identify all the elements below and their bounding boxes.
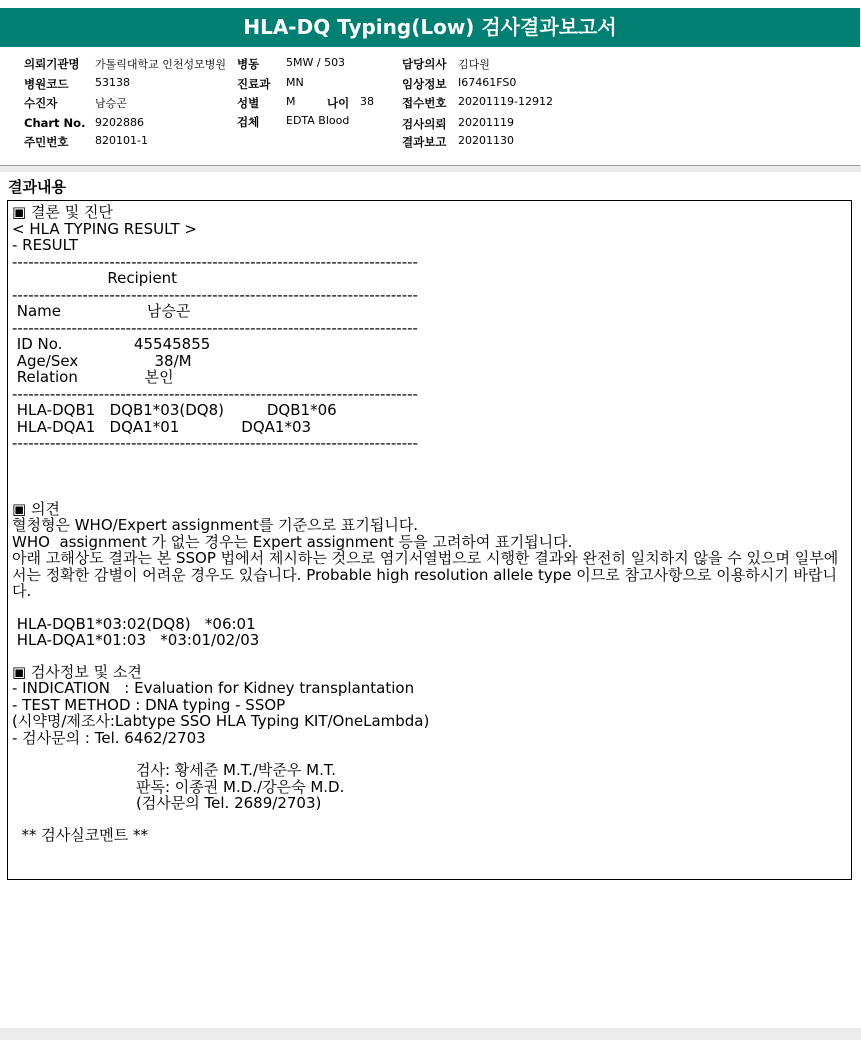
- test-request-value: 20201119: [458, 116, 514, 129]
- requesting-institution-label: 의뢰기관명: [24, 57, 80, 71]
- patient-info-panel: [0, 47, 860, 166]
- separator-band: [0, 166, 861, 172]
- sex-label: 성별: [237, 96, 260, 110]
- chart-no-value: 9202886: [95, 116, 144, 129]
- indication-line: - INDICATION : Evaluation for Kidney transplantation: [12, 679, 415, 697]
- divider-line: ---------------------------------------------------------------------------: [12, 285, 418, 304]
- age-value: 38: [360, 95, 374, 108]
- divider-line: ---------------------------------------------------------------------------: [12, 318, 418, 337]
- specimen-label: 검체: [237, 115, 260, 129]
- conclusion-heading: ▣ 결론 및 진단: [12, 203, 113, 221]
- high-res-dqa1: HLA-DQA1*01:03 *03:01/02/03: [12, 631, 260, 649]
- id-row: ID No. 45545855: [12, 335, 211, 353]
- section-title: 결과내용: [8, 178, 66, 196]
- result-report-label: 결과보고: [402, 135, 447, 149]
- divider-line: ---------------------------------------------------------------------------: [12, 384, 418, 403]
- report-body: [12, 204, 847, 843]
- bottom-band: [0, 1028, 861, 1040]
- resident-no-value: 820101-1: [95, 134, 148, 147]
- read-by-line: 판독: 이종권 M.D./강은숙 M.D.: [12, 777, 345, 796]
- hospital-code-value: 53138: [95, 76, 130, 89]
- inquiry-line: - 검사문의 : Tel. 6462/2703: [12, 728, 206, 747]
- dqb1-row: HLA-DQB1 DQB1*03(DQ8) DQB1*06: [12, 401, 337, 419]
- ward-value: 5MW / 503: [286, 56, 346, 69]
- ward-label: 병동: [237, 57, 260, 71]
- department-value: MN: [286, 76, 304, 89]
- opinion-line-2: WHO assignment 가 없는 경우는 Expert assignment 등을 고려하여 표기됩니다.: [12, 532, 573, 551]
- spacer: [12, 452, 847, 501]
- requesting-institution-value: 가톨릭대학교 인천성모병원: [95, 58, 227, 71]
- department-label: 진료과: [237, 77, 271, 91]
- opinion-paragraph: 아래 고해상도 결과는 본 SSOP 법에서 제시하는 것으로 염기서열법으로 시행한 결과와 완전히 일치하지 않을 수 있으며 일부에서는 정확한 감별이 어려운 경우도 있습니다. Probable high resolution allele type 이므로 참고사항으로 이용하시기 바랍니다.: [12, 549, 839, 600]
- patient-label: 수진자: [24, 96, 58, 110]
- high-res-dqb1: HLA-DQB1*03:02(DQ8) *06:01: [12, 614, 256, 633]
- contact-line: (검사문의 Tel. 2689/2703): [12, 794, 322, 812]
- dqa1-row: HLA-DQA1 DQA1*01 DQA1*03: [12, 417, 312, 436]
- opinion-line-1: 혈청형은 WHO/Expert assignment를 기준으로 표기됩니다.: [12, 516, 419, 534]
- opinion-heading: ▣ 의견: [12, 499, 60, 518]
- spacer: [12, 649, 847, 664]
- recipient-header: Recipient: [12, 269, 178, 287]
- doctor-label: 담당의사: [402, 57, 447, 71]
- result-report-value: 20201130: [458, 134, 514, 147]
- hospital-code-label: 병원코드: [24, 77, 69, 91]
- sex-value: M: [286, 95, 296, 108]
- divider-line: ---------------------------------------------------------------------------: [12, 252, 418, 271]
- report-title: HLA-DQ Typing(Low) 검사결과보고서: [0, 8, 860, 47]
- receipt-no-label: 접수번호: [402, 96, 447, 110]
- clinical-info-value: I67461FS0: [458, 76, 517, 89]
- spacer: [12, 600, 847, 616]
- specimen-value: EDTA Blood: [286, 114, 350, 127]
- test-info-heading: ▣ 검사정보 및 소견: [12, 662, 142, 681]
- receipt-no-value: 20201119-12912: [458, 95, 553, 108]
- test-method-line: - TEST METHOD : DNA typing - SSOP: [12, 695, 286, 714]
- clinical-info-label: 임상정보: [402, 77, 447, 91]
- resident-no-label: 주민번호: [24, 135, 69, 149]
- chart-no-label: Chart No.: [24, 116, 86, 130]
- reagent-line: (시약명/제조사:Labtype SSO HLA Typing KIT/OneLambda): [12, 712, 430, 730]
- relation-row: Relation 본인: [12, 368, 174, 386]
- age-label: 나이: [327, 96, 350, 110]
- test-request-label: 검사의뢰: [402, 117, 447, 131]
- doctor-value: 김다원: [458, 58, 490, 71]
- tested-by-line: 검사: 황세준 M.T./박준우 M.T.: [12, 761, 337, 779]
- lab-comment-heading: ** 검사실코멘트 **: [12, 825, 149, 844]
- name-row: Name 남승곤: [12, 302, 191, 320]
- patient-value: 남승곤: [95, 97, 127, 110]
- typing-result-heading: < HLA TYPING RESULT >: [12, 219, 197, 238]
- divider-line: ---------------------------------------------------------------------------: [12, 434, 418, 452]
- spacer: [12, 812, 847, 827]
- result-label: - RESULT: [12, 236, 79, 254]
- spacer: [12, 746, 847, 762]
- result-content-box: [7, 200, 852, 880]
- age-sex-row: Age/Sex 38/M: [12, 351, 192, 370]
